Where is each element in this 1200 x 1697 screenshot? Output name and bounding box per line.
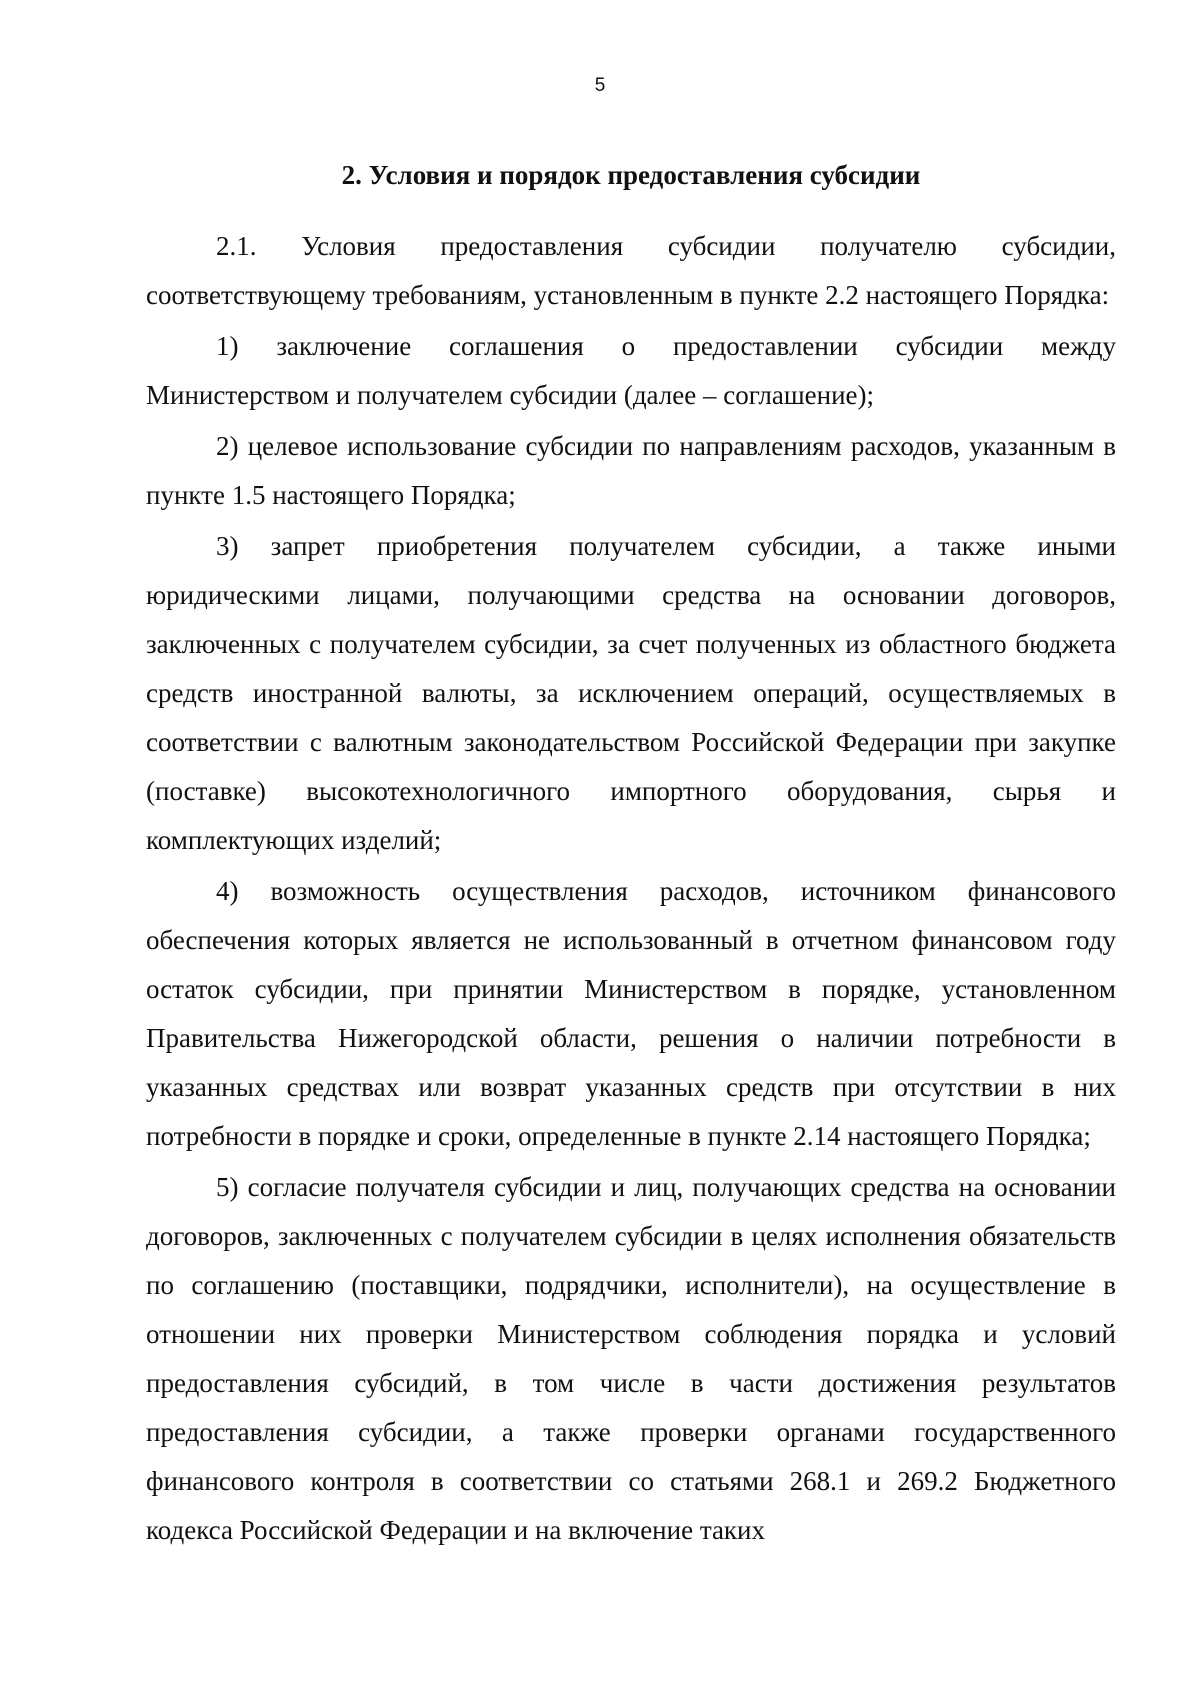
paragraph-2-1: 2.1. Условия предоставления субсидии получателю субсидии, соответствующему требованиям, установленным в пункте 2.2 настоящего Порядка: [146, 231, 1116, 310]
paragraph-item-2: 2) целевое использование субсидии по направлениям расходов, указанным в пункте 1.5 настоящего Порядка; [146, 431, 1116, 510]
document-body [146, 222, 1116, 1557]
paragraph-item-5: 5) согласие получателя субсидии и лиц, получающих средства на основании договоров, заключенных с получателем субсидии в целях исполнения обязательств по соглашению (поставщики, подрядчики, исполнители), на осуществление в отношении них проверки Министерством соблюдения порядка и условий предоставления субсидий, в том числе в части достижения результатов предоставления субсидии, а также проверки органами государственного финансового контроля в соответствии со статьями 268.1 и 269.2 Бюджетного кодекса Российской Федерации и на включение таких [146, 1172, 1116, 1545]
paragraph-item-1: 1) заключение соглашения о предоставлении субсидии между Министерством и получателем субсидии (далее – соглашение); [146, 331, 1116, 410]
section-heading: 2. Условия и порядок предоставления субсидии [341, 160, 921, 190]
paragraph-item-3: 3) запрет приобретения получателем субсидии, а также иными юридическими лицами, получающими средства на основании договоров, заключенных с получателем субсидии, за счет полученных из областного бюджета средств иностранной валюты, за исключением операций, осуществляемых в соответствии с валютным законодательством Российской Федерации при закупке (поставке) высокотехнологичного импортного оборудования, сырья и комплектующих изделий; [146, 531, 1116, 855]
page-number: 5 [594, 75, 606, 96]
paragraph-item-4: 4) возможность осуществления расходов, источником финансового обеспечения которых является не использованный в отчетном финансовом году остаток субсидии, при принятии Министерством в порядке, установленном Правительства Нижегородской области, решения о наличии потребности в указанных средствах или возврат указанных средств при отсутствии в них потребности в порядке и сроки, определенные в пункте 2.14 настоящего Порядка; [146, 876, 1116, 1151]
